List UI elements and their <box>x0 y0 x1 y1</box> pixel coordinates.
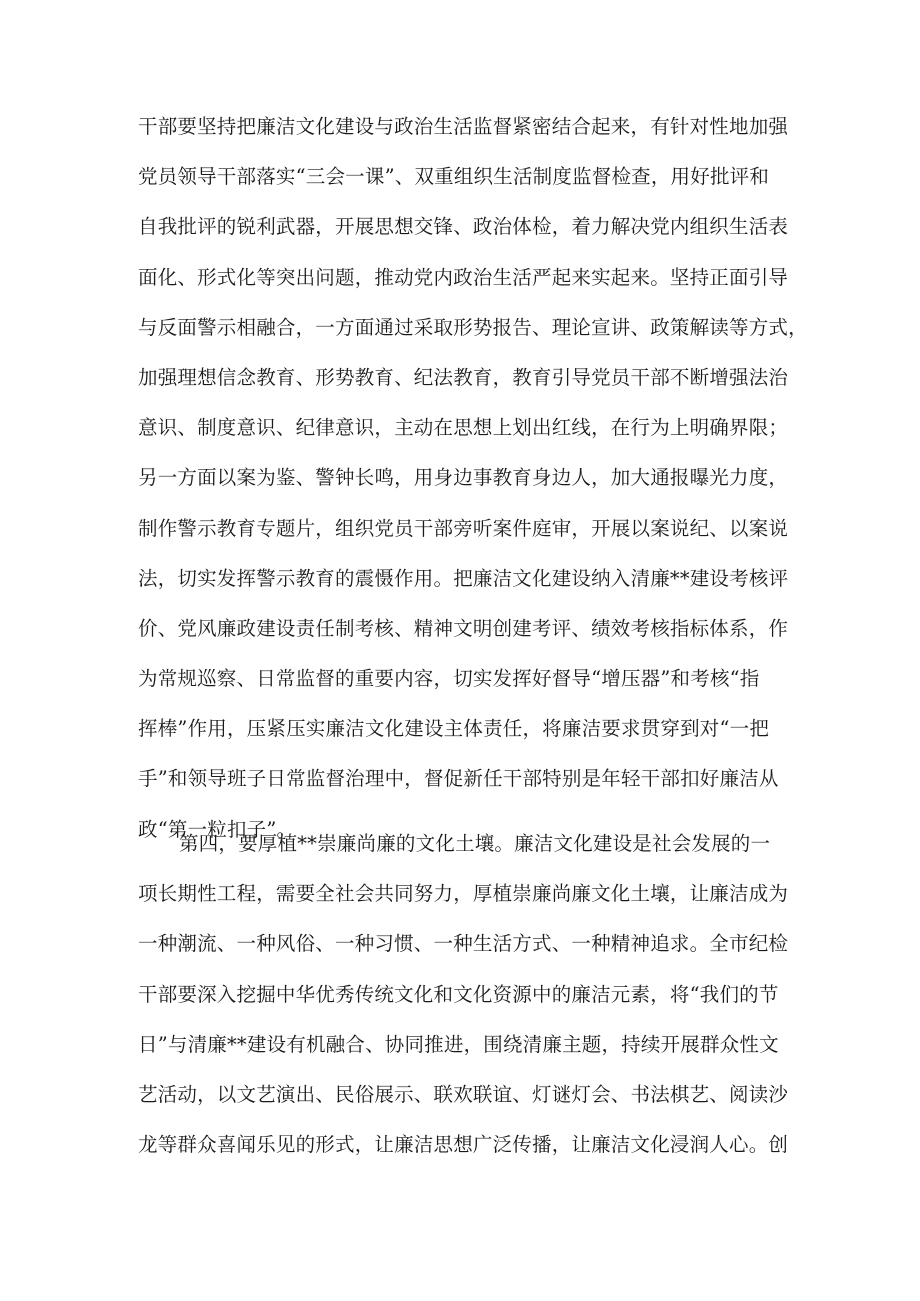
text-line: 党员领导干部落实“三会一课”、双重组织生活制度监督检查，用好批评和 <box>138 165 770 189</box>
text-line: 日”与清廉**建设有机融合、协同推进，围绕清廉主题，持续开展群众性文 <box>138 1032 779 1056</box>
text-line: 干部要深入挖掘中华优秀传统文化和文化资源中的廉洁元素，将“我们的节 <box>138 982 779 1006</box>
text-line: 与反面警示相融合，一方面通过采取形势报告、理论宣讲、政策解读等方式， <box>138 315 808 339</box>
text-line: 政“第一粒扣子”。 <box>138 817 297 841</box>
text-line: 价、党风廉政建设责任制考核、精神文明创建考评、绩效考核指标体系，作 <box>138 616 789 640</box>
text-line: 意识、制度意识、纪律意识，主动在思想上划出红线，在行为上明确界限； <box>138 416 789 440</box>
text-line: 挥棒”作用，压紧压实廉洁文化建设主体责任，将廉洁要求贯穿到对“一把 <box>138 717 770 741</box>
text-line: 手”和领导班子日常监督治理中，督促新任干部特别是年轻干部扣好廉洁从 <box>138 767 779 791</box>
text-line: 为常规巡察、日常监督的重要内容，切实发挥好督导“增压器”和考核“指 <box>138 667 760 691</box>
paragraph-continued <box>138 102 808 855</box>
text-line: 另一方面以案为鉴、警钟长鸣，用身边事教育身边人，加大通报曝光力度， <box>138 466 789 490</box>
text-line: 艺活动，以文艺演出、民俗展示、联欢联谊、灯谜灯会、书法棋艺、阅读沙 <box>138 1082 789 1106</box>
text-line: 干部要坚持把廉洁文化建设与政治生活监督紧密结合起来，有针对性地加强 <box>138 115 789 138</box>
text-line: 面化、形式化等突出问题，推动党内政治生活严起来实起来。坚持正面引导 <box>138 265 789 289</box>
text-line: 法，切实发挥警示教育的震慑作用。把廉洁文化建设纳入清廉**建设考核评 <box>138 566 789 590</box>
text-line: 制作警示教育专题片，组织党员干部旁听案件庭审，开展以案说纪、以案说 <box>138 516 789 540</box>
text-line-first-indented: 第四，要厚植**崇廉尚廉的文化土壤。廉洁文化建设是社会发展的一 <box>179 832 771 855</box>
text-line: 加强理想信念教育、形势教育、纪法教育，教育引导党员干部不断增强法治 <box>138 365 789 389</box>
text-line: 一种潮流、一种风俗、一种习惯、一种生活方式、一种精神追求。全市纪检 <box>138 932 789 956</box>
text-line: 自我批评的锐利武器，开展思想交锋、政治体检，着力解决党内组织生活表 <box>138 215 789 239</box>
text-line: 龙等群众喜闻乐见的形式，让廉洁思想广泛传播，让廉洁文化浸润人心。创 <box>138 1133 789 1157</box>
text-line: 项长期性工程，需要全社会共同努力，厚植崇廉尚廉文化土壤，让廉洁成为 <box>138 882 789 906</box>
paragraph-section-four <box>138 819 798 1170</box>
